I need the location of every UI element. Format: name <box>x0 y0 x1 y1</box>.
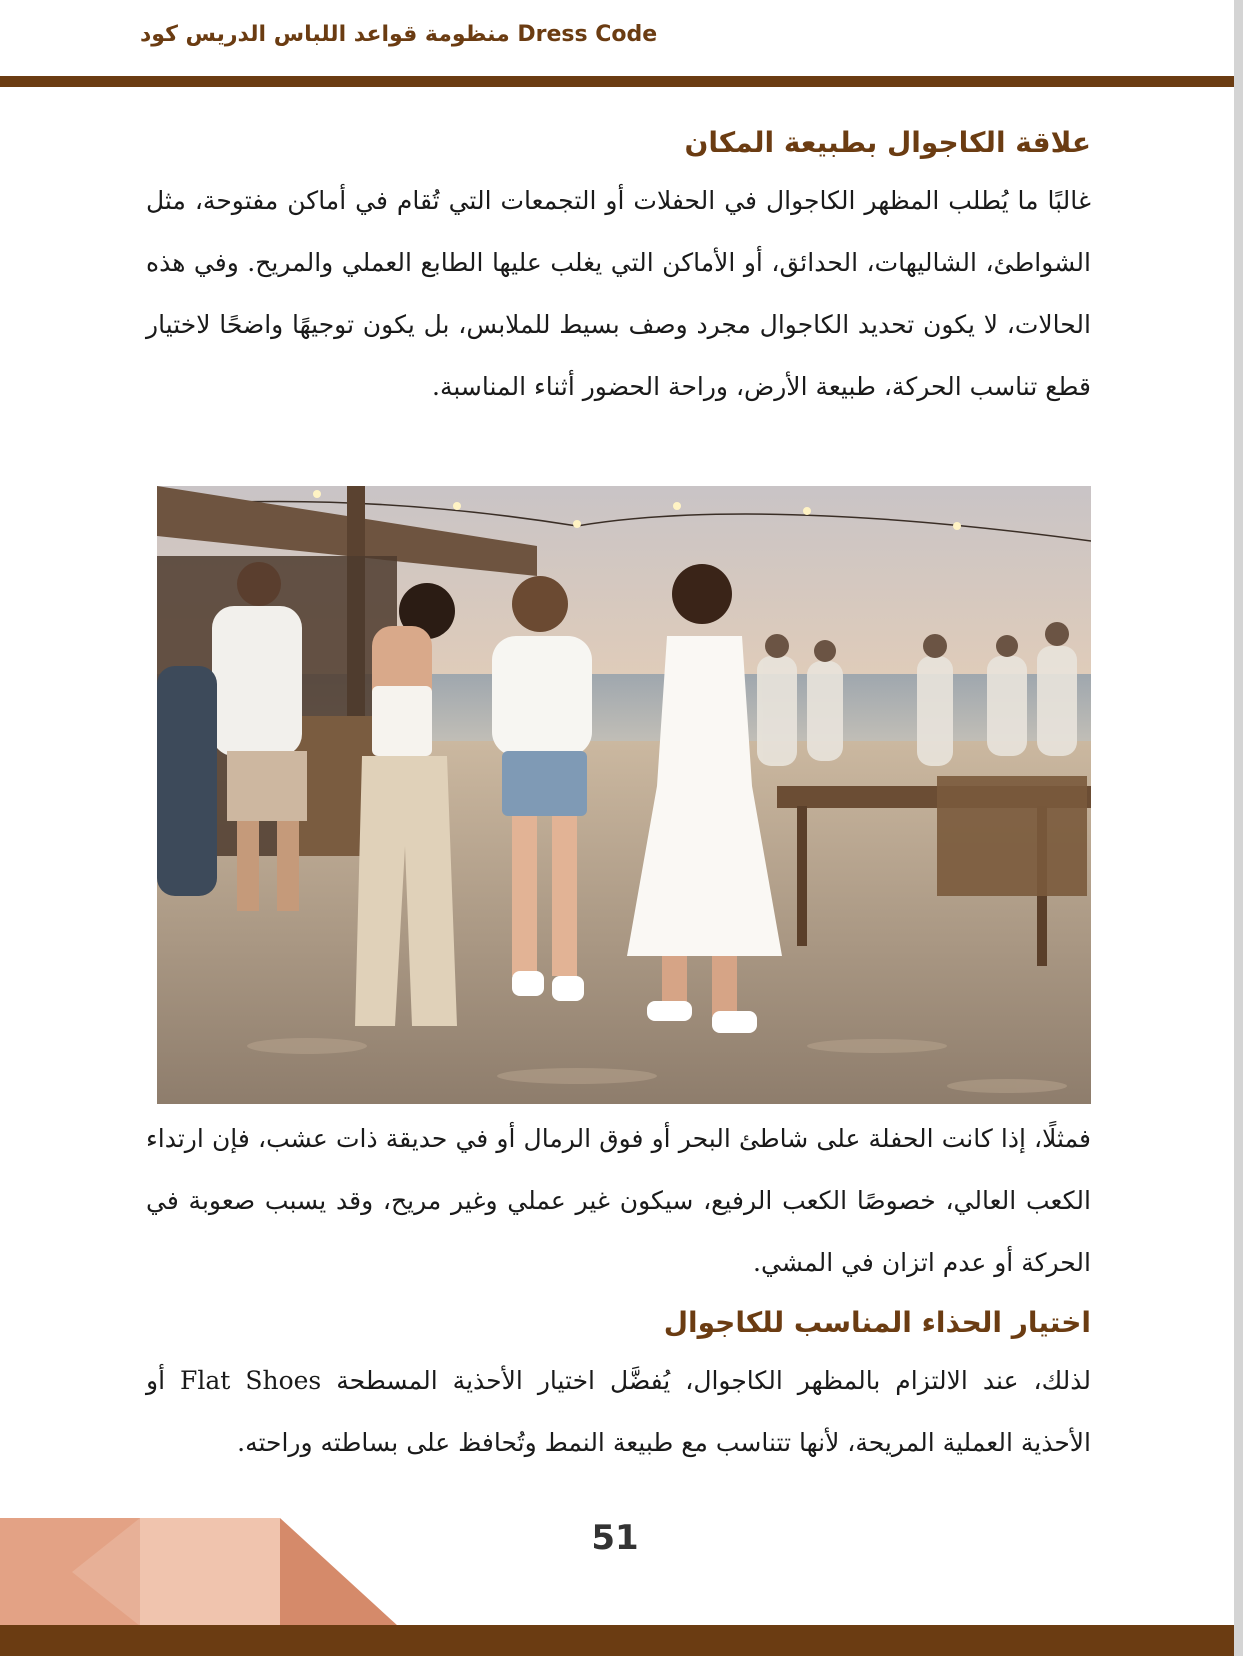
paragraph-place: غالبًا ما يُطلب المظهر الكاجوال في الحفلات أو التجمعات التي تُقام في أماكن مفتوحة، مثل الشواطئ، الشاليهات، الحدائق، أو الأماكن التي يغلب عليها الطابع العملي والمريح. وفي هذه الحالات، لا يكون تحديد الكاجوال مجرد وصف بسيط للملابس، بل يكون توجيهًا واضحًا لاختيار قطع تناسب الحركة، طبيعة الأرض، وراحة الحضور أثناء المناسبة. <box>146 186 1091 401</box>
corner-decoration <box>0 1518 420 1626</box>
section-heading-place: علاقة الكاجوال بطبيعة المكان <box>684 126 1091 159</box>
section-body-shoes <box>146 1350 1091 1474</box>
paragraph-example: فمثلًا، إذا كانت الحفلة على شاطئ البحر أو فوق الرمال أو في حديقة ذات عشب، فإن ارتداء الكعب العالي، خصوصًا الكعب الرفيع، سيكون غير عملي وغير مريح، وقد يسبب صعوبة في الحركة أو عدم اتزان في المشي. <box>146 1124 1091 1277</box>
beach-party-photo <box>157 486 1091 1104</box>
section-body-place <box>146 170 1091 418</box>
section-heading-shoes: اختيار الحذاء المناسب للكاجوال <box>663 1306 1091 1339</box>
header-rule <box>0 76 1234 87</box>
page-number: 51 <box>591 1518 639 1558</box>
section-body-example <box>146 1108 1091 1294</box>
running-header-title: منظومة قواعد اللباس الدريس كود Dress Code <box>140 22 658 47</box>
paragraph-shoes: لذلك، عند الالتزام بالمظهر الكاجوال، يُفضَّل اختيار الأحذية المسطحة Flat Shoes أو الأحذية العملية المريحة، لأنها تتناسب مع طبيعة النمط وتُحافظ على بساطته وراحته. <box>146 1366 1091 1457</box>
footer-rule <box>0 1625 1234 1656</box>
page-edge <box>1234 0 1243 1656</box>
